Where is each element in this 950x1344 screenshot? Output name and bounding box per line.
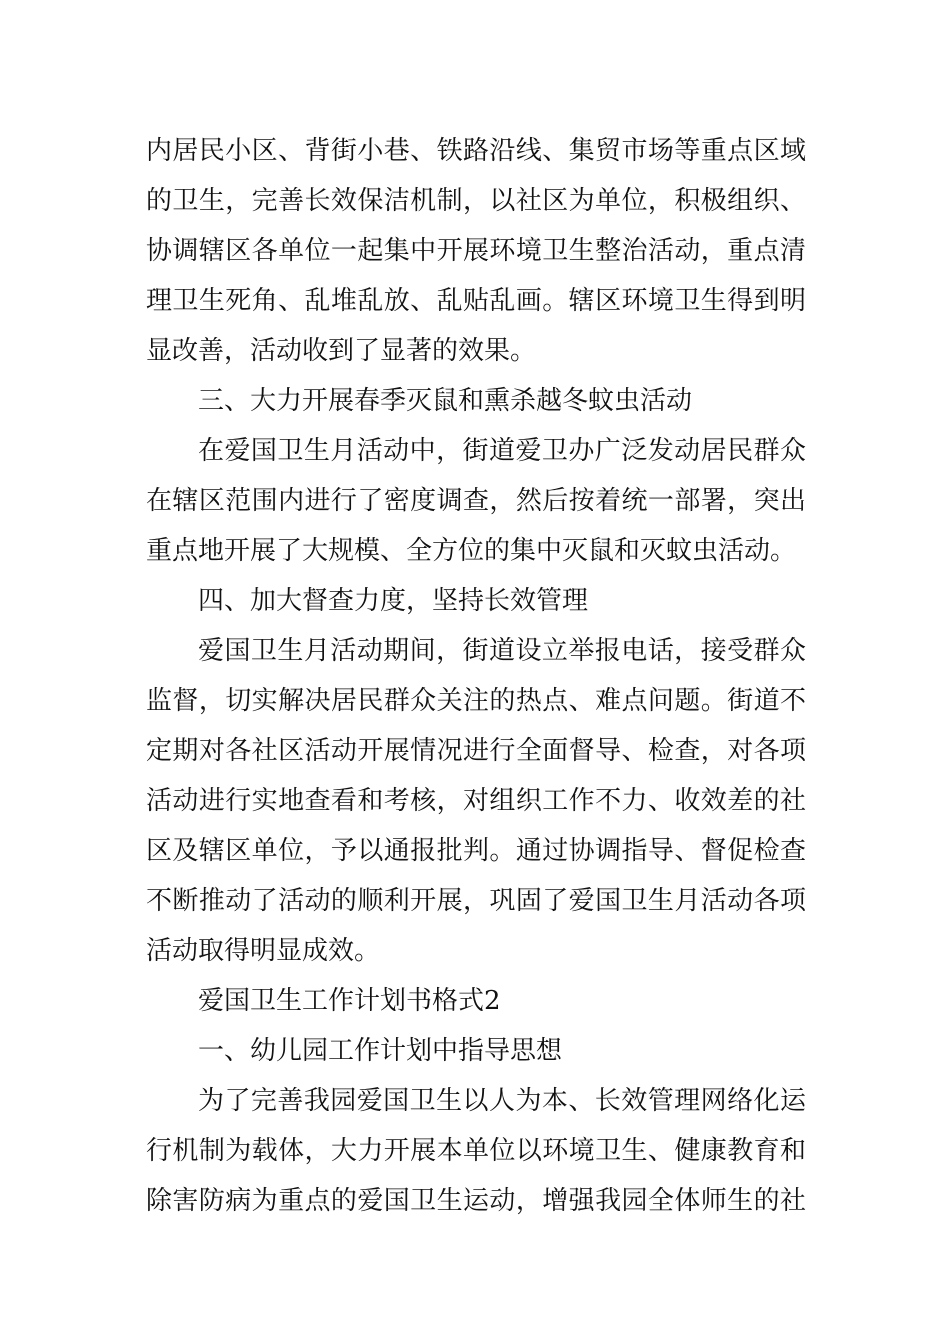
- body-line: 除害防病为重点的爱国卫生运动，增强我园全体师生的社: [146, 1186, 806, 1216]
- section-heading: 四、加大督查力度，坚持长效管理: [198, 586, 589, 616]
- body-line: 为了完善我园爱国卫生以人为本、长效管理网络化运: [198, 1086, 806, 1116]
- body-line: 活动进行实地查看和考核，对组织工作不力、收效差的社: [146, 786, 806, 816]
- body-line: 行机制为载体，大力开展本单位以环境卫生、健康教育和: [146, 1136, 806, 1166]
- body-line: 在爱国卫生月活动中，街道爱卫办广泛发动居民群众: [198, 436, 806, 466]
- body-line: 区及辖区单位，予以通报批判。通过协调指导、督促检查: [146, 836, 806, 866]
- body-line: 理卫生死角、乱堆乱放、乱贴乱画。辖区环境卫生得到明: [146, 286, 806, 316]
- document-body: [146, 126, 806, 1226]
- body-line: 活动取得明显成效。: [146, 936, 381, 966]
- body-line: 的卫生，完善长效保洁机制，以社区为单位，积极组织、: [146, 186, 806, 216]
- section-heading: 三、大力开展春季灭鼠和熏杀越冬蚊虫活动: [198, 386, 693, 416]
- body-line: 监督，切实解决居民群众关注的热点、难点问题。街道不: [146, 686, 806, 716]
- document-title: 爱国卫生工作计划书格式2: [198, 986, 501, 1016]
- body-line: 爱国卫生月活动期间，街道设立举报电话，接受群众: [198, 636, 806, 666]
- body-line: 在辖区范围内进行了密度调查，然后按着统一部署，突出: [146, 486, 806, 516]
- body-line: 定期对各社区活动开展情况进行全面督导、检查，对各项: [146, 736, 806, 766]
- body-line: 显改善，活动收到了显著的效果。: [146, 336, 537, 366]
- body-line: 不断推动了活动的顺利开展，巩固了爱国卫生月活动各项: [146, 886, 806, 916]
- body-line: 内居民小区、背街小巷、铁路沿线、集贸市场等重点区域: [146, 136, 806, 166]
- body-line: 协调辖区各单位一起集中开展环境卫生整治活动，重点清: [146, 236, 806, 266]
- body-line: 重点地开展了大规模、全方位的集中灭鼠和灭蚊虫活动。: [146, 536, 797, 566]
- section-heading: 一、幼儿园工作计划中指导思想: [198, 1036, 563, 1066]
